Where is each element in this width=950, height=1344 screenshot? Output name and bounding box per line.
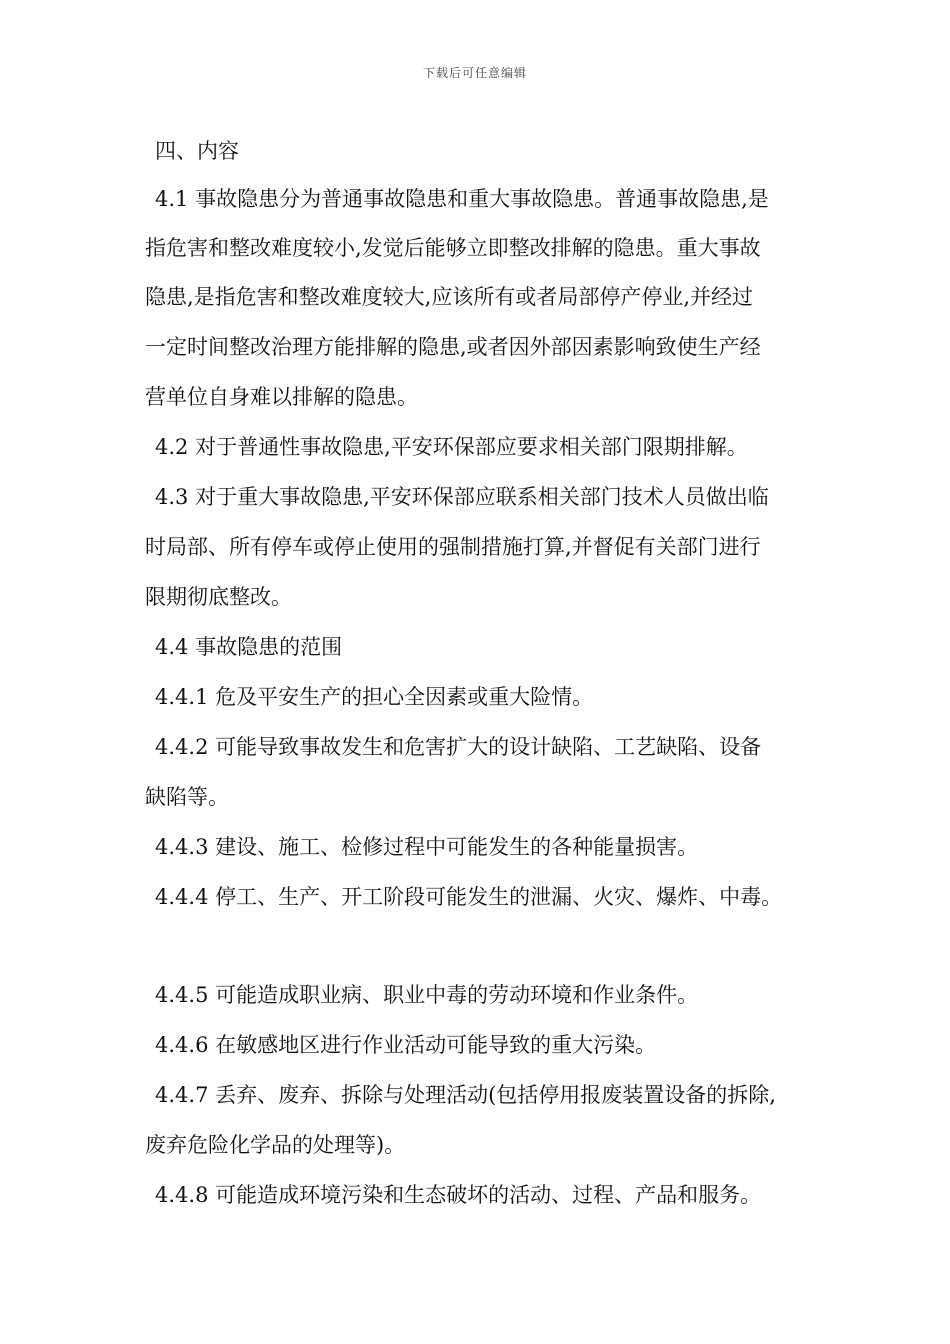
page-header: 下载后可任意编辑 (422, 66, 527, 80)
list-item: 4.4.3 建设、施工、检修过程中可能发生的各种能量损害。 (155, 835, 699, 859)
list-item: 4.4.5 可能造成职业病、职业中毒的劳动环境和作业条件。 (155, 983, 699, 1007)
list-item: 4.4.6 在敏感地区进行作业活动可能导致的重大污染。 (155, 1033, 657, 1057)
paragraph-line: 隐患,是指危害和整改难度较大,应该所有或者局部停产停业,并经过 (145, 285, 754, 309)
list-item-continuation: 缺陷等。 (145, 785, 229, 809)
paragraph-line: 指危害和整改难度较小,发觉后能够立即整改排解的隐患。重大事故 (145, 236, 761, 260)
subsection-heading: 4.4 事故隐患的范围 (155, 635, 343, 659)
paragraph-line: 一定时间整改治理方能排解的隐患,或者因外部因素影响致使生产经 (145, 335, 761, 359)
paragraph-line: 4.2 对于普通性事故隐患,平安环保部应要求相关部门限期排解。 (155, 435, 748, 459)
list-item: 4.4.1 危及平安生产的担心全因素或重大险情。 (155, 685, 594, 709)
paragraph-line: 4.1 事故隐患分为普通事故隐患和重大事故隐患。普通事故隐患,是 (155, 187, 769, 211)
list-item: 4.4.4 停工、生产、开工阶段可能发生的泄漏、火灾、爆炸、中毒。 (155, 885, 783, 909)
paragraph-line: 时局部、所有停车或停止使用的强制措施打算,并督促有关部门进行 (145, 535, 761, 559)
list-item: 4.4.8 可能造成环境污染和生态破坏的活动、过程、产品和服务。 (155, 1183, 762, 1207)
paragraph-line: 营单位自身难以排解的隐患。 (145, 385, 418, 409)
paragraph-line: 4.3 对于重大事故隐患,平安环保部应联系相关部门技术人员做出临 (155, 485, 769, 509)
list-item: 4.4.2 可能导致事故发生和危害扩大的设计缺陷、工艺缺陷、设备 (155, 735, 762, 759)
list-item: 4.4.7 丢弃、废弃、拆除与处理活动(包括停用报废装置设备的拆除, (155, 1083, 776, 1107)
section-heading: 四、内容 (155, 139, 239, 163)
list-item-continuation: 废弃危险化学品的处理等)。 (145, 1133, 406, 1157)
paragraph-line: 限期彻底整改。 (145, 585, 292, 609)
